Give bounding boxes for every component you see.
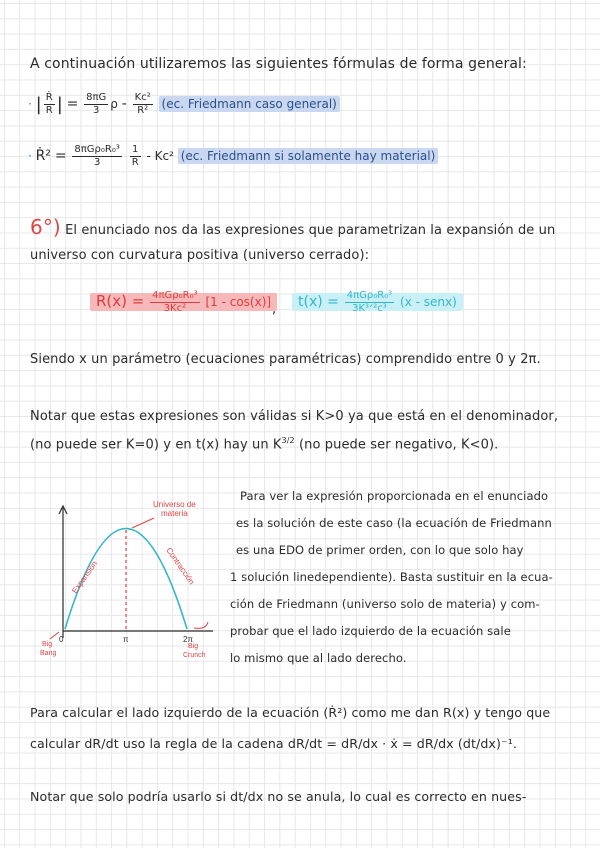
last-line: Notar que solo podría usarlo si dt/dx no se anula, lo cual es correcto en nues-	[30, 789, 527, 804]
eq2-bullet: ·	[28, 149, 32, 163]
big-bang-arrow	[50, 632, 59, 639]
eq2-label: (ec. Friedmann si solamente hay material)	[178, 148, 439, 164]
problem-6-line1: 6°) El enunciado nos da las expresiones que parametrizan la expansión de un	[30, 215, 556, 239]
side-text-line-1: Para ver la expresión proporcionada en el enunciado	[240, 489, 549, 503]
x-tick-0: 0	[59, 635, 64, 644]
top-label-2: materia	[161, 509, 188, 518]
expansion-label: Expansión	[70, 559, 100, 596]
calc-line1: Para calcular el lado izquierdo de la ecuación (Ṙ²) como me dan R(x) y tengo que	[30, 705, 551, 720]
eq2-term2: $\frac{1}{R}$	[131, 144, 139, 168]
eq2-term1: $\frac{\text{8πGρ₀R₀³}}{3}$	[74, 144, 120, 168]
big-crunch-label-2: Crunch	[183, 652, 206, 659]
big-crunch-arrow	[194, 622, 208, 628]
side-text-line-4: 1 solución linedependiente). Basta sustituir en la ecua-	[230, 570, 553, 584]
param-R-equation: R(x) = $\frac{\text{4πGρ₀R₀³}}{\text{3Kc²}}$ [1 - cos(x)]	[90, 290, 277, 315]
param-t-equation: t(x) = $\frac{\text{4πGρ₀R₀³}}{\text{3K³ᐟ²c³}}$ (x - senx)	[292, 290, 463, 315]
eq1-label: (ec. Friedmann caso general)	[159, 96, 340, 112]
eq1-bullet: ·	[28, 97, 32, 111]
contraction-label: Contracción	[164, 545, 197, 587]
calc-line2: calcular dR/dt uso la regla de la cadena dR/dt = dR/dx · ẋ = dR/dx (dt/dx)⁻¹.	[30, 736, 517, 751]
side-text-line-6: probar que el lado izquierdo de la ecuación sale	[230, 624, 511, 638]
eq1-lhs: $\frac{\text{Ṙ}}{R}$	[45, 92, 53, 116]
side-text-line-5: ción de Friedmann (universo solo de materia) y com-	[230, 597, 540, 611]
notar-line2: (no puede ser K=0) y en t(x) hay un $K^{3/2}$ (no puede ser negativo, K<0).	[30, 436, 499, 453]
param-separator: ,	[272, 302, 277, 317]
siendo-text: Siendo x un parámetro (ecuaciones paramétricas) comprendido entre 0 y 2π.	[30, 352, 541, 367]
intro-text: A continuación utilizaremos las siguientes fórmulas de forma general:	[30, 56, 527, 72]
eq1-term2: $\frac{\text{Kc²}}{\text{R²}}$	[134, 92, 151, 116]
notar-line1: Notar que estas expresiones son válidas si K>0 ya que está en el denominador,	[30, 409, 559, 424]
friedmann-matter-equation: · Ṙ² = $\frac{\text{8πGρ₀R₀³}}{3}$ $\frac{1}{R}$ - Kc² (ec. Friedmann si solamente hay material)	[28, 144, 438, 169]
x-tick-2pi: 2π	[183, 635, 193, 644]
side-text-line-2: es la solución de este caso (la ecuación de Friedmann	[236, 516, 552, 530]
x-tick-pi: π	[123, 635, 129, 644]
big-bang-label-1: Big	[42, 641, 53, 648]
problem-6-line2: universo con curvatura positiva (universo cerrado):	[30, 248, 370, 263]
side-text-line-3: es una EDO de primer orden, con lo que solo hay	[236, 543, 524, 557]
friedmann-general-equation: · | $\frac{\text{Ṙ}}{R}$ | = $\frac{8\pi G}{3}$ ρ - $\frac{\text{Kc²}}{\text{R²}}$ (ec. Friedmann caso general)	[28, 92, 340, 117]
top-label-1: Universo de	[153, 500, 196, 509]
side-text-line-7: lo mismo que al lado derecho.	[230, 651, 407, 665]
big-bang-label-2: Bang	[40, 650, 57, 657]
big-crunch-label-1: Big	[188, 643, 199, 650]
universe-expansion-diagram	[28, 490, 228, 670]
problem-number: 6°)	[30, 215, 61, 239]
top-arrow	[132, 518, 154, 528]
eq1-term1: $\frac{8\pi G}{3}$	[86, 92, 107, 116]
